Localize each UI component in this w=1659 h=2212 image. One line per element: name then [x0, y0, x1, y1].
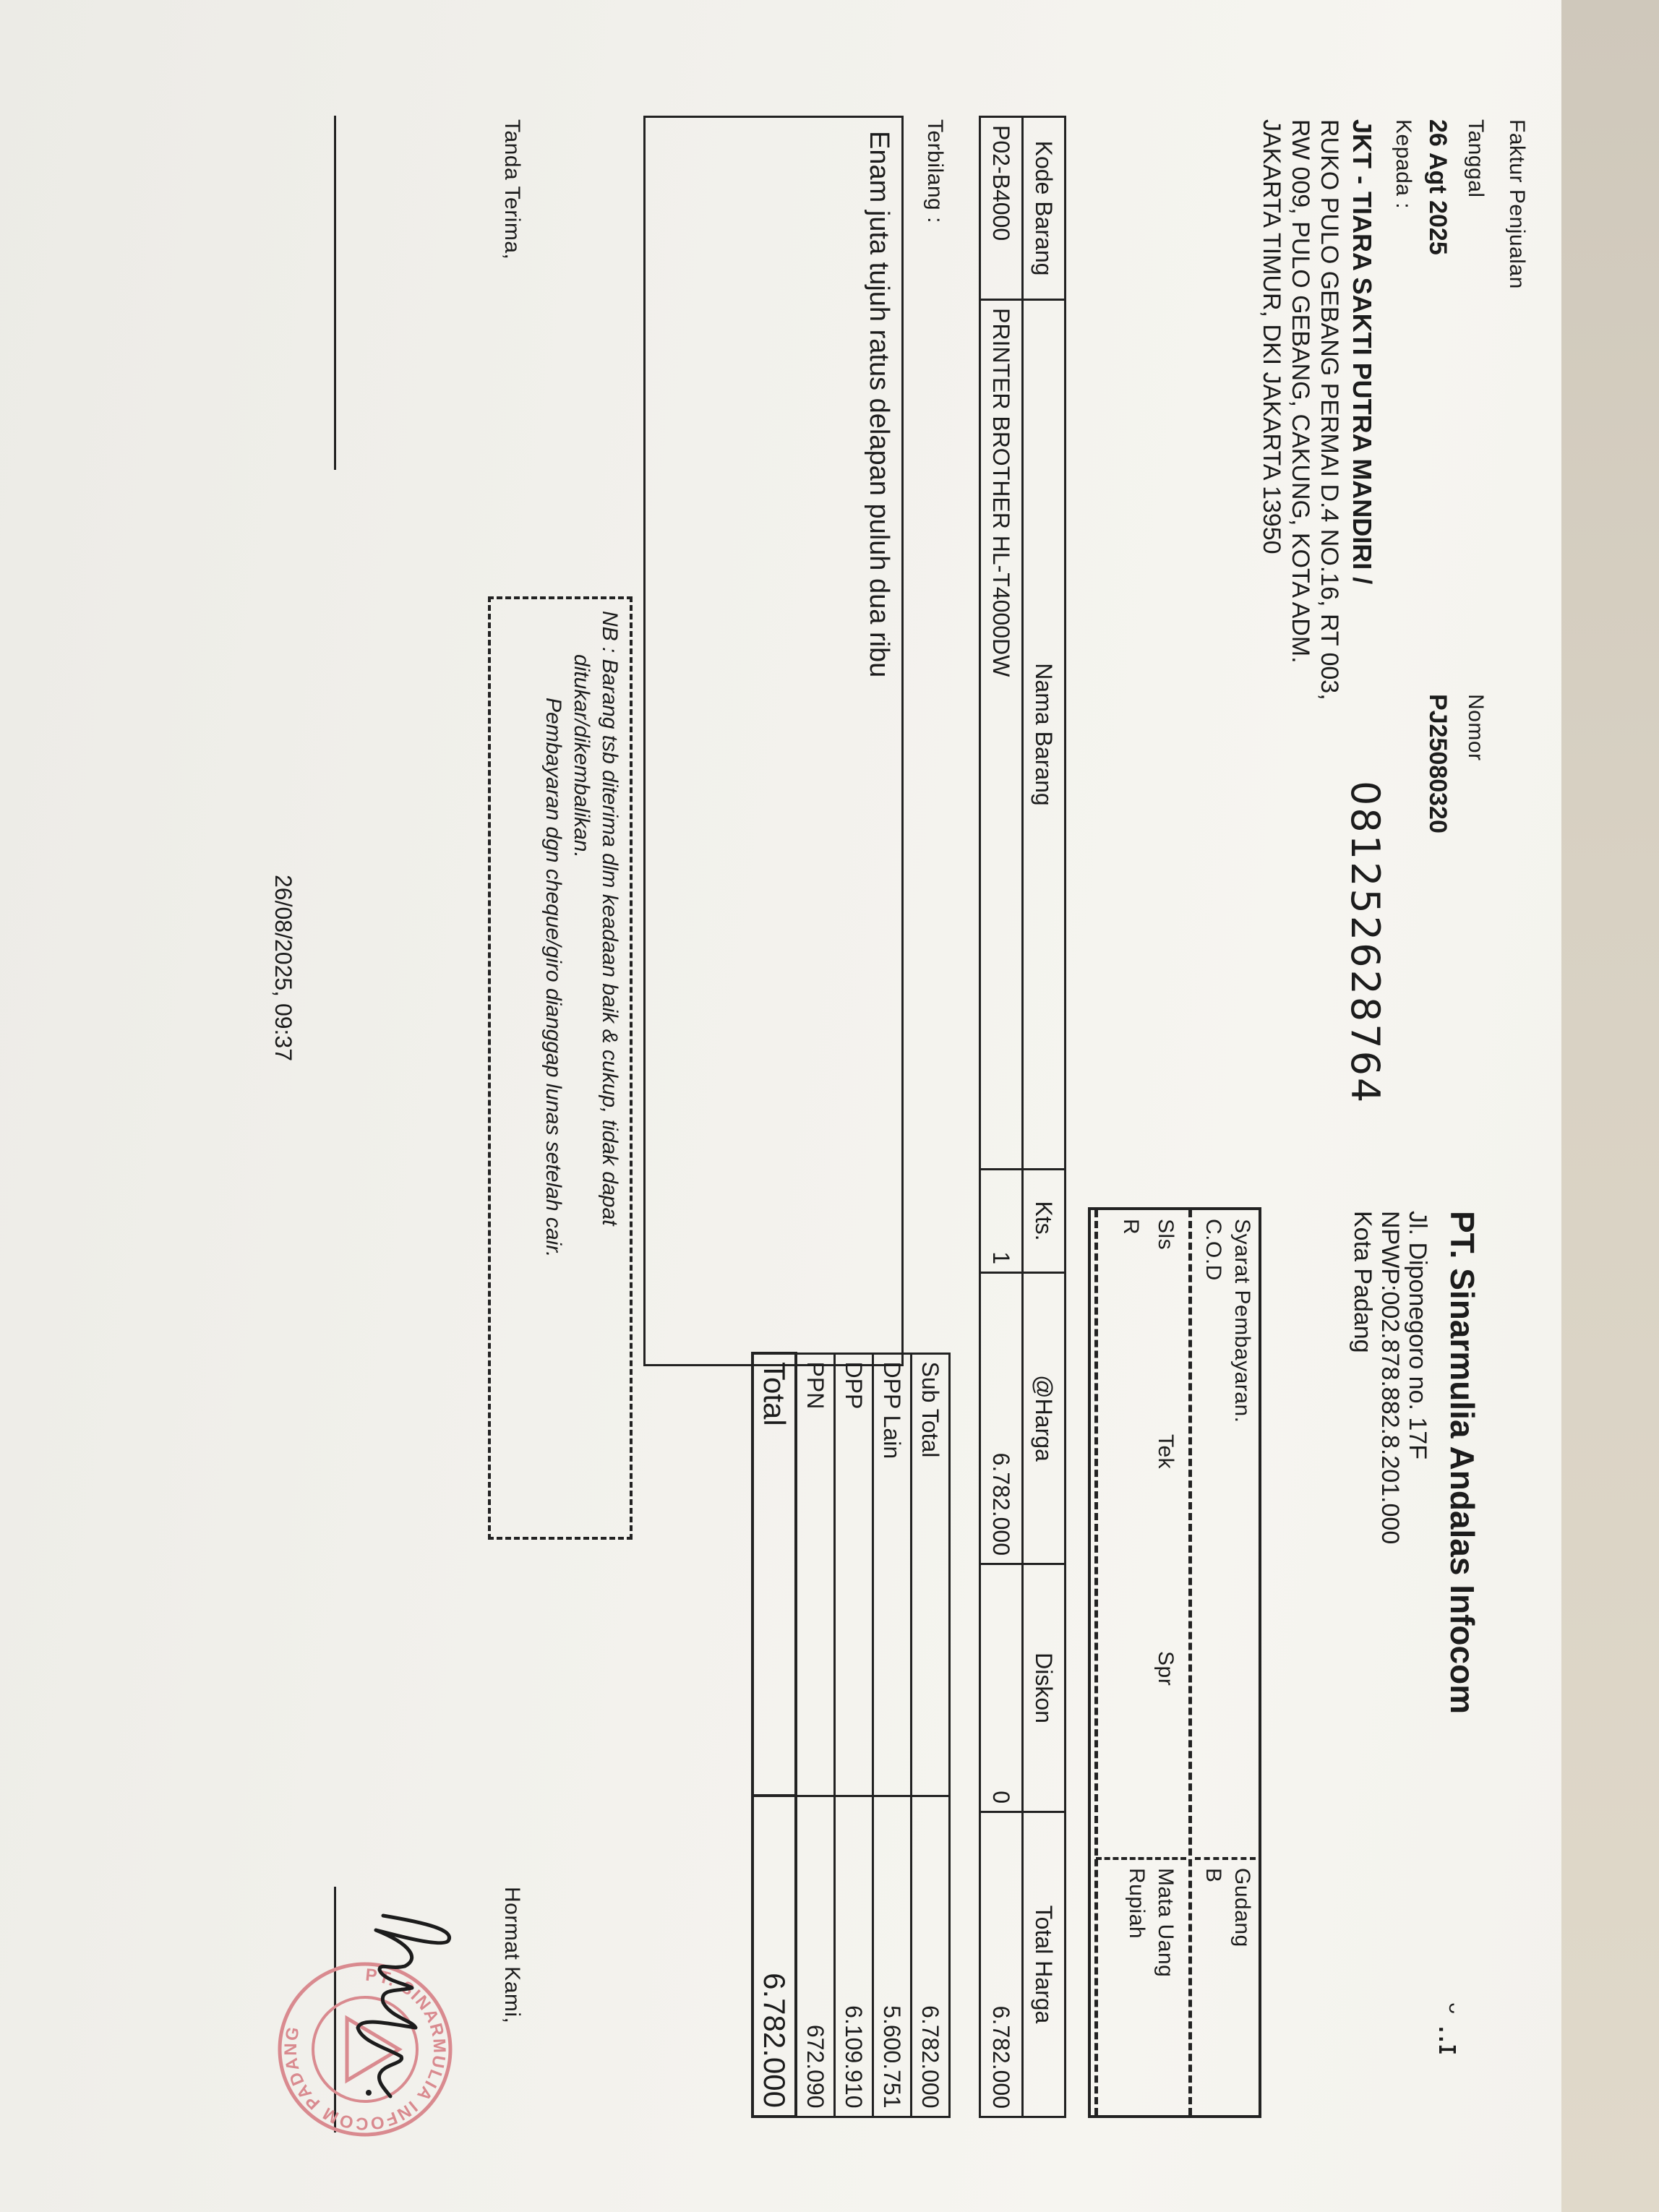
company-city: Kota Padang: [1349, 1211, 1376, 1353]
company-npwp: NPWP:002.878.882.8.201.000: [1376, 1211, 1404, 1545]
total-label: Total: [753, 1353, 796, 1796]
sls-label: Sls: [1154, 1219, 1178, 1251]
col-harga: @Harga: [1023, 1273, 1066, 1564]
signature: [347, 1901, 470, 2118]
col-kode-barang: Kode Barang: [1023, 117, 1066, 300]
payment-dash-divider: [1188, 1210, 1192, 2115]
tek-label: Tek: [1154, 1434, 1178, 1470]
note-box: [488, 596, 633, 1540]
tanggal-value: 26 Agt 2025: [1424, 119, 1452, 255]
totals-row-ppn: [796, 1353, 835, 2117]
doc-type: Faktur Penjualan: [1505, 119, 1529, 289]
item-harga: 6.782.000: [980, 1273, 1023, 1564]
payment-divider-top: [1195, 1857, 1256, 1860]
kepada-label: Kepada :: [1392, 119, 1415, 210]
dpp-label: DPP: [835, 1353, 873, 1796]
table-row: [980, 117, 1023, 2117]
item-kts: 1: [980, 1170, 1023, 1273]
nomor-label: Nomor: [1464, 694, 1488, 761]
item-nama: PRINTER BROTHER HL-T4000DW: [980, 300, 1023, 1170]
company-name: PT. Sinarmulia Andalas Infocom: [1444, 1211, 1481, 1715]
stamp-text: PT. SINARMULIA INFOCOM PADANG: [280, 1965, 450, 2134]
col-diskon: Diskon: [1023, 1564, 1066, 1812]
ppn-value: 672.090: [796, 1796, 835, 2117]
customer-name: JKT - TIARA SAKTI PUTRA MANDIRI /: [1347, 119, 1377, 585]
terbilang-label: Terbilang :: [923, 119, 947, 223]
sls-value: R: [1119, 1219, 1143, 1235]
invoice-document: [43, 51, 1532, 2169]
hormat-kami-label: Hormat Kami,: [500, 1887, 524, 2024]
gudang-label: Gudang: [1230, 1868, 1254, 1947]
nomor-value: PJ25080320: [1424, 694, 1452, 833]
col-kts: Kts.: [1023, 1170, 1066, 1273]
item-kode: P02-B4000: [980, 117, 1023, 300]
terbilang-text: Enam juta tujuh ratus delapan puluh dua ribu: [864, 131, 894, 678]
dpp-lain-label: DPP Lain: [873, 1353, 912, 1796]
items-header-row: [1023, 117, 1066, 2117]
tanggal-label: Tanggal: [1464, 119, 1488, 198]
totals-row-total: [753, 1353, 796, 2117]
mata-uang-label: Mata Uang: [1154, 1868, 1178, 1978]
totals-row-dpp: [835, 1353, 873, 2117]
customer-phone-handwritten: 081252628764: [1342, 781, 1388, 1105]
totals-row-subtotal: [912, 1353, 950, 2117]
customer-address-line1: RUKO PULO GEBANG PERMAI D.4 NO.16, RT 003,: [1316, 119, 1343, 700]
col-nama-barang: Nama Barang: [1023, 300, 1066, 1170]
syarat-label: Syarat Pembayaran.: [1230, 1219, 1254, 1423]
payment-dash-bottom: [1094, 1210, 1098, 2115]
dpp-value: 6.109.910: [835, 1796, 873, 2117]
customer-address-line2: RW 009, PULO GEBANG, CAKUNG, KOTA ADM.: [1287, 119, 1314, 664]
note-line1: NB : Barang tsb diterima dlm keadaan baik & cukup, tidak dapat: [598, 611, 622, 1226]
company-address: Jl. Diponegoro no. 17F: [1404, 1211, 1431, 1459]
mata-uang-value: Rupiah: [1125, 1868, 1149, 1939]
syarat-value: C.O.D: [1201, 1219, 1225, 1281]
totals-table: [751, 1352, 951, 2118]
items-table: [979, 116, 1066, 2118]
item-total: 6.782.000: [980, 1812, 1023, 2117]
note-line3: Pembayaran dgn cheque/giro dianggap lunas setelah cair.: [541, 698, 565, 1258]
payment-divider-bottom: [1096, 1857, 1186, 1860]
ppn-label: PPN: [796, 1353, 835, 1796]
pen-mark: ᵕ ..ɪ: [1432, 2002, 1467, 2056]
dpp-lain-value: 5.600.751: [873, 1796, 912, 2117]
spr-label: Spr: [1154, 1651, 1178, 1686]
tanda-terima-line: [334, 116, 336, 470]
tanda-terima-label: Tanda Terima,: [500, 119, 524, 260]
printed-timestamp: 26/08/2025, 09:37: [270, 875, 296, 1062]
gudang-value: B: [1201, 1868, 1225, 1883]
terbilang-box: [643, 116, 904, 1366]
note-line2: ditukar/dikembalikan.: [570, 654, 593, 858]
customer-address-line3: JAKARTA TIMUR, DKI JAKARTA 13950: [1258, 119, 1285, 554]
subtotal-label: Sub Total: [912, 1353, 950, 1796]
totals-row-dpp-lain: [873, 1353, 912, 2117]
subtotal-value: 6.782.000: [912, 1796, 950, 2117]
col-total-harga: Total Harga: [1023, 1812, 1066, 2117]
total-value: 6.782.000: [753, 1796, 796, 2117]
item-diskon: 0: [980, 1564, 1023, 1812]
payment-info-box: [1088, 1207, 1261, 2118]
